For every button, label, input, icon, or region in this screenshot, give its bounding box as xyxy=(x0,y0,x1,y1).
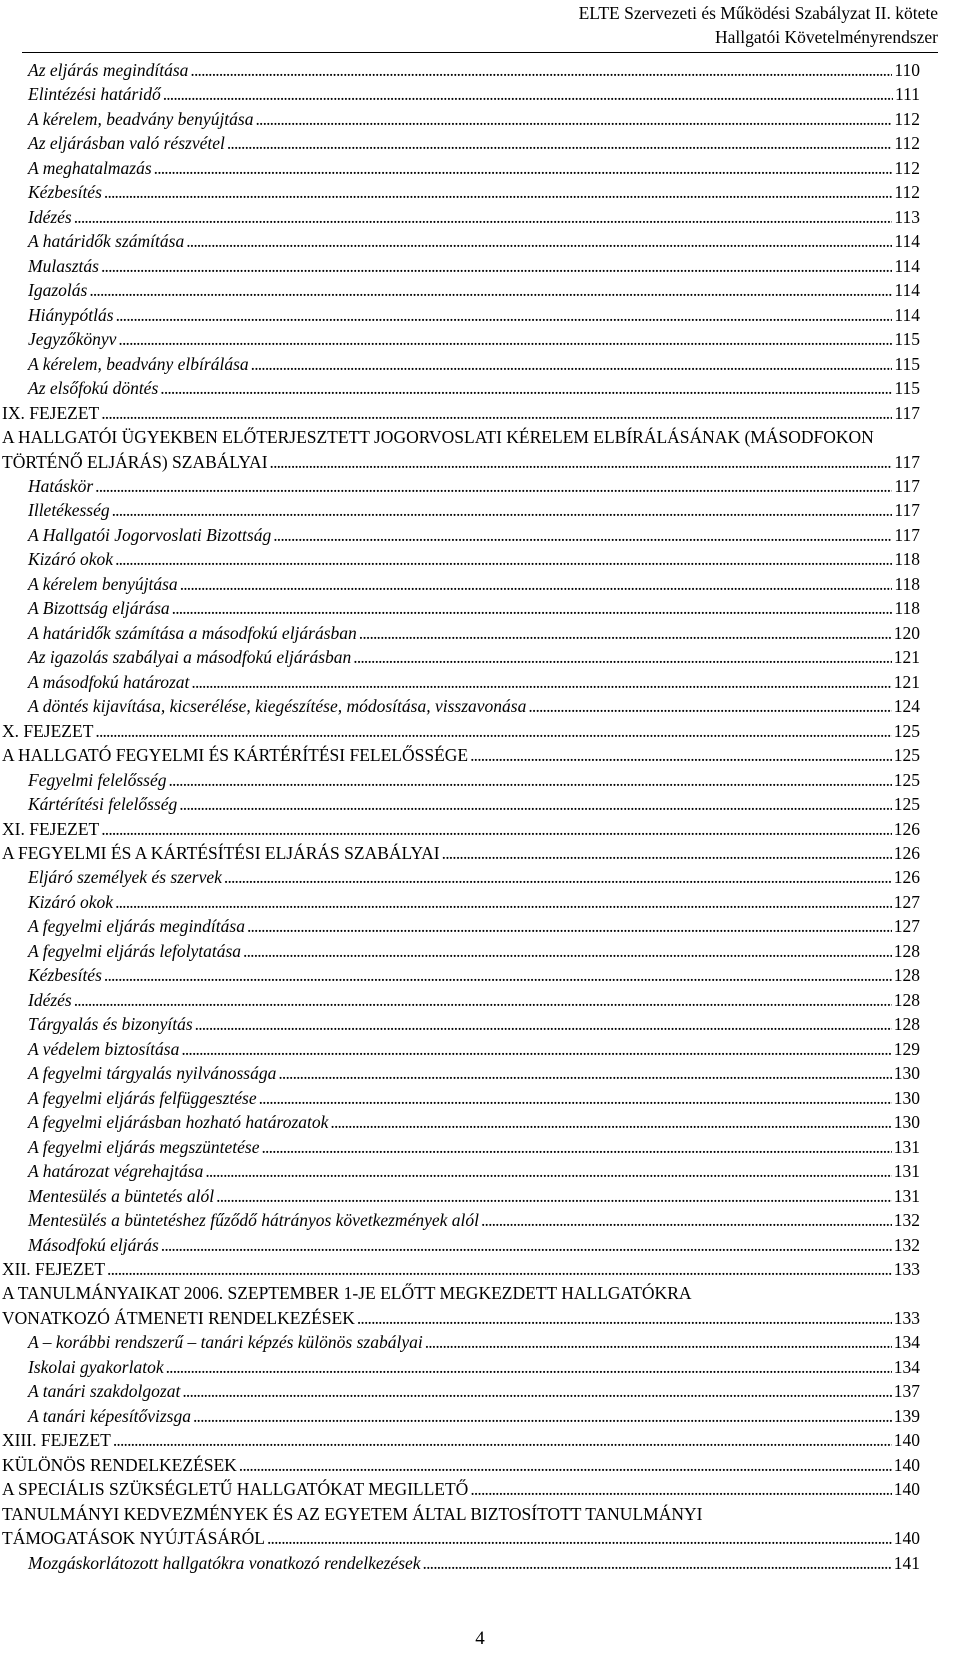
toc-entry[interactable] xyxy=(0,1037,960,1061)
toc-entry-title: Eljáró személyek és szervek xyxy=(28,867,222,888)
toc-entry-title: A fegyelmi eljárás megszüntetése xyxy=(28,1136,260,1157)
toc-entry-title: Iskolai gyakorlatok xyxy=(28,1356,164,1377)
dot-leader xyxy=(89,278,892,302)
toc-entry-title: Elintézési határidő xyxy=(28,84,161,105)
toc-entry[interactable] xyxy=(0,743,960,767)
toc-entry-page: 117 xyxy=(894,475,920,496)
dot-leader xyxy=(186,229,892,253)
toc-entry-title-line1: TANULMÁNYI KEDVEZMÉNYEK ÉS AZ EGYETEM ÁLTAL BIZTOSÍTOTT TANULMÁNYI xyxy=(2,1503,703,1524)
toc-entry[interactable] xyxy=(0,1012,960,1036)
toc-entry-page: 125 xyxy=(893,769,920,790)
toc-entry-page: 114 xyxy=(894,304,920,325)
toc-entry-page: 128 xyxy=(893,965,920,986)
toc-entry[interactable] xyxy=(0,1281,960,1330)
toc-entry-page: 132 xyxy=(893,1210,920,1231)
toc-entry-title: Kézbesítés xyxy=(28,182,102,203)
toc-entry-title: A meghatalmazás xyxy=(28,157,152,178)
dot-leader xyxy=(243,939,892,963)
toc-entry[interactable] xyxy=(0,1330,960,1354)
toc-entry-page: 113 xyxy=(894,206,920,227)
toc-entry[interactable] xyxy=(0,425,960,474)
dot-leader xyxy=(423,1551,892,1575)
toc-entry-page: 115 xyxy=(894,378,920,399)
toc-entry-page: 121 xyxy=(893,647,920,668)
toc-entry-title: A fegyelmi eljárás felfüggesztése xyxy=(28,1087,257,1108)
dot-leader xyxy=(247,914,892,938)
dot-leader xyxy=(262,1135,892,1159)
dot-leader xyxy=(182,1379,891,1403)
header-divider xyxy=(22,52,938,53)
toc-entry-page: 128 xyxy=(893,989,920,1010)
dot-leader xyxy=(190,58,892,82)
dot-leader xyxy=(115,547,892,571)
toc-entry-title: A határidők számítása xyxy=(28,231,185,252)
toc-entry[interactable] xyxy=(0,1404,960,1428)
dot-leader xyxy=(205,1159,891,1183)
toc-entry[interactable] xyxy=(0,82,960,106)
toc-entry-title: VONATKOZÓ ÁTMENETI RENDELKEZÉSEK xyxy=(2,1307,355,1328)
toc-entry-page: 140 xyxy=(893,1528,920,1549)
dot-leader xyxy=(224,865,892,889)
toc-entry[interactable] xyxy=(0,1061,960,1085)
toc-entry[interactable] xyxy=(0,547,960,571)
toc-entry-page: 140 xyxy=(893,1454,920,1475)
toc-entry-title: IX. FEJEZET xyxy=(2,402,100,423)
toc-entry[interactable] xyxy=(0,645,960,669)
toc-entry[interactable] xyxy=(0,474,960,498)
toc-entry-title: Igazolás xyxy=(28,280,88,301)
toc-entry-page: 137 xyxy=(893,1381,920,1402)
toc-entry[interactable] xyxy=(0,523,960,547)
header-title: ELTE Szervezeti és Működési Szabályzat II. kötete xyxy=(578,3,938,23)
toc-entry[interactable] xyxy=(0,841,960,865)
dot-leader xyxy=(95,719,891,743)
toc-entry-title: Kizáró okok xyxy=(28,549,114,570)
toc-entry-page: 141 xyxy=(893,1552,920,1573)
toc-entry-title: A FEGYELMI ÉS A KÁRTÉSÍTÉSI ELJÁRÁS SZABÁLYAI xyxy=(2,843,440,864)
toc-entry-title: XII. FEJEZET xyxy=(2,1258,106,1279)
toc-entry-title: A határozat végrehajtása xyxy=(28,1161,204,1182)
toc-entry[interactable] xyxy=(0,254,960,278)
dot-leader xyxy=(216,1184,892,1208)
toc-entry-title: Mulasztás xyxy=(28,255,99,276)
toc-entry[interactable] xyxy=(0,1428,960,1452)
toc-entry-page: 126 xyxy=(893,818,920,839)
dot-leader xyxy=(113,1428,892,1452)
toc-entry-page: 140 xyxy=(893,1430,920,1451)
toc-entry-page: 126 xyxy=(893,843,920,864)
toc-entry-page: 120 xyxy=(893,622,920,643)
dot-leader xyxy=(154,156,893,180)
toc-entry[interactable] xyxy=(0,1379,960,1403)
toc-entry-page: 140 xyxy=(893,1479,920,1500)
toc-entry-page: 125 xyxy=(893,745,920,766)
toc-entry-title: A tanári szakdolgozat xyxy=(28,1381,181,1402)
toc-entry-page: 118 xyxy=(894,598,920,619)
dot-leader xyxy=(160,376,892,400)
toc-entry-title: A fegyelmi tárgyalás nyilvánossága xyxy=(28,1063,277,1084)
toc-entry-page: 132 xyxy=(893,1234,920,1255)
toc-entry-title: Jegyzőkönyv xyxy=(28,329,117,350)
toc-entry-page: 115 xyxy=(894,353,920,374)
dot-leader xyxy=(181,1037,891,1061)
toc-entry-title: Az eljárásban való részvétel xyxy=(28,133,225,154)
toc-entry-title: Idézés xyxy=(28,989,72,1010)
toc-entry-title: A döntés kijavítása, kicserélése, kiegészítése, módosítása, visszavonása xyxy=(28,696,527,717)
toc-entry-title: A Hallgatói Jogorvoslati Bizottság xyxy=(28,524,272,545)
toc-entry-page: 130 xyxy=(893,1112,920,1133)
toc-entry-title: Fegyelmi felelősség xyxy=(28,769,167,790)
toc-entry-title: A fegyelmi eljárás lefolytatása xyxy=(28,940,242,961)
toc-entry[interactable] xyxy=(0,58,960,82)
toc-entry-title: Mentesülés a büntetéshez fűződő hátrányos következmények alól xyxy=(28,1210,479,1231)
toc-entry[interactable] xyxy=(0,205,960,229)
toc-entry-page: 112 xyxy=(894,133,920,154)
dot-leader xyxy=(118,327,892,351)
toc-entry-title: KÜLÖNÖS RENDELKEZÉSEK xyxy=(2,1454,237,1475)
dot-leader xyxy=(357,1306,892,1330)
toc-entry-page: 121 xyxy=(893,671,920,692)
dot-leader xyxy=(191,670,891,694)
toc-entry[interactable] xyxy=(0,890,960,914)
dot-leader xyxy=(470,743,892,767)
toc-entry[interactable] xyxy=(0,1551,960,1575)
toc-entry-title: Kizáró okok xyxy=(28,891,114,912)
toc-entry[interactable] xyxy=(0,352,960,376)
dot-leader xyxy=(528,694,891,718)
toc-entry[interactable] xyxy=(0,498,960,522)
toc-entry[interactable] xyxy=(0,670,960,694)
toc-entry-title: A fegyelmi eljárás megindítása xyxy=(28,916,245,937)
toc-entry-page: 133 xyxy=(893,1258,920,1279)
toc-entry-title: Illetékesség xyxy=(28,500,110,521)
dot-leader xyxy=(359,621,892,645)
toc-entry[interactable] xyxy=(0,327,960,351)
toc-entry-page: 110 xyxy=(894,60,920,80)
page-number: 4 xyxy=(475,1628,485,1649)
toc-entry-title: Az eljárás megindítása xyxy=(28,60,189,80)
toc-entry-title: Tárgyalás és bizonyítás xyxy=(28,1014,193,1035)
toc-entry[interactable] xyxy=(0,988,960,1012)
toc-entry-page: 118 xyxy=(894,549,920,570)
toc-entry-title-line1: A HALLGATÓI ÜGYEKBEN ELŐTERJESZTETT JOGORVOSLATI KÉRELEM ELBÍRÁLÁSÁNAK (MÁSODFOKON xyxy=(2,427,874,448)
toc-entry-page: 114 xyxy=(894,231,920,252)
toc-entry-page: 111 xyxy=(895,84,920,105)
toc-entry-title: A kérelem benyújtása xyxy=(28,573,178,594)
dot-leader xyxy=(112,498,893,522)
dot-leader xyxy=(161,1233,892,1257)
toc-entry-title: A Bizottság eljárása xyxy=(28,598,170,619)
toc-entry-title: XIII. FEJEZET xyxy=(2,1430,111,1451)
table-of-contents xyxy=(0,58,960,1575)
dot-leader xyxy=(172,596,893,620)
toc-entry-title: A védelem biztosítása xyxy=(28,1038,180,1059)
toc-entry[interactable] xyxy=(0,694,960,718)
toc-entry-page: 112 xyxy=(894,157,920,178)
dot-leader xyxy=(101,254,892,278)
toc-entry-page: 130 xyxy=(893,1063,920,1084)
toc-entry-title: Másodfokú eljárás xyxy=(28,1234,159,1255)
toc-entry[interactable] xyxy=(0,914,960,938)
toc-entry-title: A – korábbi rendszerű – tanári képzés különös szabályai xyxy=(28,1332,423,1353)
toc-entry[interactable] xyxy=(0,1257,960,1281)
dot-leader xyxy=(353,645,891,669)
toc-entry-page: 131 xyxy=(893,1161,920,1182)
dot-leader xyxy=(251,352,893,376)
toc-entry-page: 131 xyxy=(893,1185,920,1206)
toc-entry-page: 112 xyxy=(894,182,920,203)
dot-leader xyxy=(273,523,892,547)
toc-entry-page: 127 xyxy=(893,891,920,912)
dot-leader xyxy=(74,988,892,1012)
toc-entry[interactable] xyxy=(0,1355,960,1379)
toc-entry-title: Hatáskör xyxy=(28,475,94,496)
toc-entry[interactable] xyxy=(0,865,960,889)
toc-entry-title: A kérelem, beadvány benyújtása xyxy=(28,108,254,129)
toc-entry-title: TÖRTÉNŐ ELJÁRÁS) SZABÁLYAI xyxy=(2,451,268,472)
toc-entry[interactable] xyxy=(0,229,960,253)
toc-entry[interactable] xyxy=(0,596,960,620)
dot-leader xyxy=(163,82,893,106)
toc-entry[interactable] xyxy=(0,1233,960,1257)
toc-entry[interactable] xyxy=(0,963,960,987)
toc-entry-page: 117 xyxy=(894,500,920,521)
toc-entry[interactable] xyxy=(0,1086,960,1110)
dot-leader xyxy=(442,841,892,865)
dot-leader xyxy=(267,1526,892,1550)
toc-entry[interactable] xyxy=(0,303,960,327)
dot-leader xyxy=(179,792,892,816)
toc-entry[interactable] xyxy=(0,1208,960,1232)
dot-leader xyxy=(425,1330,892,1354)
toc-entry-page: 125 xyxy=(893,720,920,741)
dot-leader xyxy=(227,131,893,155)
toc-entry-title: A másodfokú határozat xyxy=(28,671,190,692)
toc-entry[interactable] xyxy=(0,401,960,425)
toc-entry-page: 126 xyxy=(893,867,920,888)
toc-entry[interactable] xyxy=(0,278,960,302)
toc-entry[interactable] xyxy=(0,1502,960,1551)
toc-entry[interactable] xyxy=(0,719,960,743)
toc-entry[interactable] xyxy=(0,376,960,400)
toc-entry-title: A tanári képesítővizsga xyxy=(28,1405,191,1426)
toc-entry-page: 124 xyxy=(893,696,920,717)
toc-entry-title-line1: A TANULMÁNYAIKAT 2006. SZEPTEMBER 1-JE ELŐTT MEGKEZDETT HALLGATÓKRA xyxy=(2,1283,692,1304)
toc-entry-title: Kézbesítés xyxy=(28,965,102,986)
toc-entry-title: A fegyelmi eljárásban hozható határozatok xyxy=(28,1112,329,1133)
toc-entry-page: 117 xyxy=(894,402,920,423)
dot-leader xyxy=(259,1086,892,1110)
toc-entry-title: X. FEJEZET xyxy=(2,720,94,741)
dot-leader xyxy=(166,1355,892,1379)
toc-entry[interactable] xyxy=(0,572,960,596)
toc-entry-page: 118 xyxy=(894,573,920,594)
toc-entry[interactable] xyxy=(0,1110,960,1134)
toc-entry-page: 130 xyxy=(893,1087,920,1108)
toc-entry-page: 128 xyxy=(893,940,920,961)
toc-entry[interactable] xyxy=(0,107,960,131)
toc-entry-page: 131 xyxy=(893,1136,920,1157)
toc-entry-page: 139 xyxy=(893,1405,920,1426)
toc-entry-title: A határidők számítása a másodfokú eljárásban xyxy=(28,622,357,643)
toc-entry[interactable] xyxy=(0,939,960,963)
dot-leader xyxy=(101,817,892,841)
toc-entry-title: Hiánypótlás xyxy=(28,304,114,325)
dot-leader xyxy=(74,205,893,229)
dot-leader xyxy=(278,1061,891,1085)
toc-entry-page: 114 xyxy=(894,255,920,276)
toc-entry-title: Kártérítési felelősség xyxy=(28,794,178,815)
toc-entry-page: 129 xyxy=(893,1038,920,1059)
dot-leader xyxy=(169,768,892,792)
toc-entry-title: XI. FEJEZET xyxy=(2,818,100,839)
toc-entry[interactable] xyxy=(0,1477,960,1501)
dot-leader xyxy=(104,180,893,204)
dot-leader xyxy=(116,303,893,327)
dot-leader xyxy=(180,572,893,596)
toc-entry-page: 128 xyxy=(893,1014,920,1035)
toc-entry[interactable] xyxy=(0,792,960,816)
dot-leader xyxy=(330,1110,891,1134)
toc-entry[interactable] xyxy=(0,1184,960,1208)
toc-entry-title: Idézés xyxy=(28,206,72,227)
toc-entry[interactable] xyxy=(0,1453,960,1477)
dot-leader xyxy=(101,401,892,425)
toc-entry[interactable] xyxy=(0,131,960,155)
dot-leader xyxy=(95,474,892,498)
page-header xyxy=(579,1,938,49)
toc-entry-title: Az igazolás szabályai a másodfokú eljárásban xyxy=(28,647,352,668)
dot-leader xyxy=(115,890,892,914)
toc-entry[interactable] xyxy=(0,768,960,792)
toc-entry-title: A HALLGATÓ FEGYELMI ÉS KÁRTÉRÍTÉSI FELELŐSSÉGE xyxy=(2,745,469,766)
toc-entry-title: TÁMOGATÁSOK NYÚJTÁSÁRÓL xyxy=(2,1528,265,1549)
toc-entry-title: A SPECIÁLIS SZÜKSÉGLETŰ HALLGATÓKAT MEGILLETŐ xyxy=(2,1479,469,1500)
toc-entry-page: 117 xyxy=(894,524,920,545)
dot-leader xyxy=(195,1012,892,1036)
toc-entry-page: 134 xyxy=(893,1356,920,1377)
dot-leader xyxy=(193,1404,892,1428)
toc-entry[interactable] xyxy=(0,817,960,841)
toc-entry-title: A kérelem, beadvány elbírálása xyxy=(28,353,249,374)
dot-leader xyxy=(104,963,892,987)
dot-leader xyxy=(239,1453,892,1477)
toc-entry[interactable] xyxy=(0,156,960,180)
toc-entry-page: 133 xyxy=(893,1307,920,1328)
toc-entry-page: 114 xyxy=(894,280,920,301)
toc-entry[interactable] xyxy=(0,621,960,645)
toc-entry[interactable] xyxy=(0,180,960,204)
dot-leader xyxy=(481,1208,892,1232)
toc-entry-page: 134 xyxy=(893,1332,920,1353)
dot-leader xyxy=(255,107,892,131)
toc-entry[interactable] xyxy=(0,1159,960,1183)
dot-leader xyxy=(270,450,893,474)
dot-leader xyxy=(470,1477,891,1501)
toc-entry-page: 127 xyxy=(893,916,920,937)
toc-entry-page: 125 xyxy=(893,794,920,815)
toc-entry-page: 115 xyxy=(894,329,920,350)
toc-entry[interactable] xyxy=(0,1135,960,1159)
dot-leader xyxy=(107,1257,892,1281)
toc-entry-page: 112 xyxy=(894,108,920,129)
toc-entry-title: Az elsőfokú döntés xyxy=(28,378,159,399)
toc-entry-page: 117 xyxy=(894,451,920,472)
toc-entry-title: Mozgáskorlátozott hallgatókra vonatkozó rendelkezések xyxy=(28,1552,421,1573)
toc-entry-title: Mentesülés a büntetés alól xyxy=(28,1185,215,1206)
header-subtitle: Hallgatói Követelményrendszer xyxy=(714,27,938,47)
